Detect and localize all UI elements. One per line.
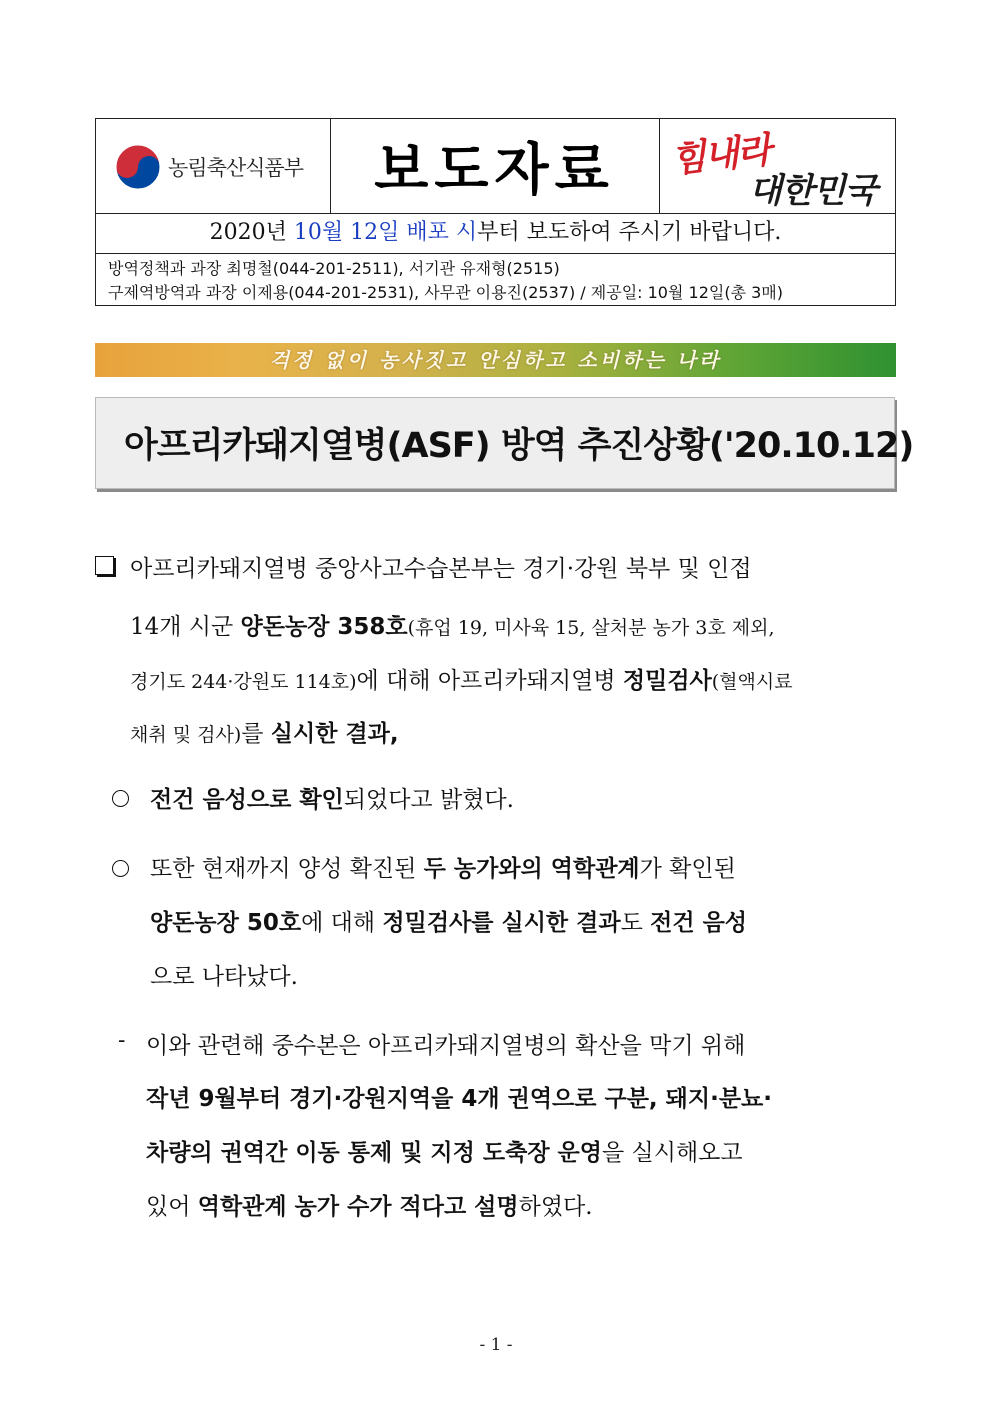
- taegeuk-emblem-icon: [114, 143, 162, 191]
- p1-line-3: [130, 662, 793, 695]
- dash-bullet-icon: -: [118, 1028, 126, 1053]
- d1-l4-a: 있어: [146, 1194, 198, 1220]
- slogan-line-2: 대한민국: [749, 171, 877, 211]
- c2-l1-b: 두 농가와의 역학관계: [423, 856, 640, 882]
- p1-line-4: [130, 715, 399, 748]
- contact-line-2: 구제역방역과 과장 이제용(044-201-2531), 사무관 이용진(2537) / 제공일: 10월 12일(총 3매): [108, 283, 783, 302]
- d1-l3-b: 을 실시해오고: [601, 1140, 743, 1166]
- p1-l3-a: 경기도 244·강원도 114호): [130, 671, 357, 693]
- c2-l2-c: 정밀검사를 실시한 결과: [382, 910, 621, 936]
- d1-line-4: [146, 1188, 593, 1221]
- d1-l4-c: 하였다.: [518, 1194, 593, 1220]
- d1-line-2: [146, 1080, 772, 1113]
- c2-l2-d: 도: [620, 910, 651, 936]
- slogan-banner: [95, 343, 896, 377]
- c2-l2-a: 양돈농장 50호: [150, 910, 302, 936]
- p1-l3-c: 정밀검사: [622, 668, 712, 694]
- banner-text: 걱정 없이 농사짓고 안심하고 소비하는 나라: [269, 348, 722, 372]
- release-suffix: 부터 보도하여 주시기 바랍니다.: [477, 220, 782, 245]
- slogan-cell: [659, 119, 895, 213]
- c2-line-3: [150, 958, 298, 991]
- ministry-logo-cell: [96, 119, 331, 213]
- c2-l1-a: 또한 현재까지 양성 확진된: [150, 856, 424, 882]
- c2-l1-c: 가 확인된: [639, 856, 736, 882]
- d1-l1: 이와 관련해 중수본은 아프리카돼지열병의 확산을 막기 위해: [146, 1033, 746, 1059]
- p1-l4-c: 실시한 결과,: [270, 721, 399, 747]
- p1-l2-a: 14개 시군: [130, 614, 241, 640]
- contact-info: [108, 257, 783, 305]
- p1-l4-b: 를: [241, 721, 271, 747]
- p1-l2-b: 양돈농장 358호: [240, 614, 408, 640]
- c1-a: 전건 음성으로 확인: [150, 787, 344, 813]
- page-number: - 1 -: [479, 1335, 513, 1355]
- d1-line-1: [146, 1027, 745, 1060]
- c1-line: [150, 781, 514, 814]
- p1-line-2: [130, 608, 775, 641]
- d1-l3-a: 차량의 권역간 이동 통제 및 지정 도축장 운영: [146, 1140, 602, 1166]
- p1-l3-d: (혈액시료: [711, 671, 793, 693]
- c2-l3: 으로 나타났다.: [150, 964, 298, 990]
- p1-line-1: [130, 550, 896, 583]
- circle-bullet-icon: [112, 790, 129, 807]
- checkbox-bullet-icon: [95, 556, 114, 575]
- header-top-row: [96, 119, 895, 214]
- c2-line-1: [150, 850, 736, 883]
- ministry-name: 농림축산식품부: [168, 156, 304, 180]
- slogan-line-1: 힘내라: [669, 128, 772, 182]
- p1-l4-a: 채취 및 검사): [130, 724, 242, 746]
- d1-l2: 작년 9월부터 경기·강원지역을 4개 권역으로 구분, 돼지·분뇨·: [146, 1086, 773, 1112]
- c1-b: 되었다고 밝혔다.: [343, 787, 514, 813]
- press-release-header: [95, 118, 896, 306]
- headline-box: [95, 397, 914, 489]
- d1-l4-b: 역학관계 농가 수가 적다고 설명: [197, 1194, 519, 1220]
- contact-line-1: 방역정책과 과장 최명철(044-201-2511), 서기관 유재형(2515): [108, 259, 560, 278]
- p1-l3-b: 에 대해 아프리카돼지열병: [356, 668, 623, 694]
- d1-line-3: [146, 1134, 743, 1167]
- c2-l2-b: 에 대해: [301, 910, 383, 936]
- c2-line-2: [150, 904, 747, 937]
- c2-l2-e: 전건 음성: [650, 910, 748, 936]
- doc-type-cell: [330, 119, 660, 213]
- release-date: 10월 12일 배포 시: [293, 220, 478, 245]
- doc-type-title: 보도자료: [374, 138, 615, 203]
- release-notice: [96, 213, 895, 254]
- circle-bullet-icon: [112, 860, 129, 877]
- headline: 아프리카돼지열병(ASF) 방역 추진상황('20.10.12): [124, 426, 914, 466]
- release-prefix: 2020년: [209, 220, 294, 245]
- p1-l2-c: (휴업 19, 미사육 15, 살처분 농가 3호 제외,: [407, 617, 775, 639]
- p1-l1-text: 아프리카돼지열병 중앙사고수습본부는 경기·강원 북부 및 인접: [130, 556, 752, 582]
